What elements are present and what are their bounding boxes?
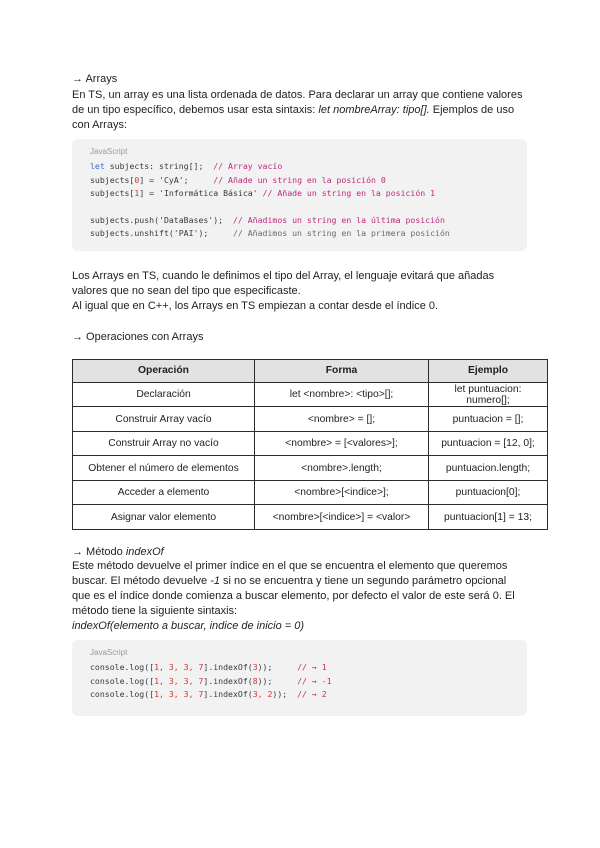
code-line	[90, 688, 513, 702]
table-row	[73, 407, 548, 432]
arrays-intro	[72, 88, 527, 133]
table-row	[73, 505, 548, 530]
indexof-desc-text: Este método devuelve el primer índice en el que se encuentra el elemento que queremos buscar. El método devuelve	[72, 559, 508, 587]
code-language-label: JavaScript	[90, 647, 128, 657]
code-number: 3	[252, 661, 258, 672]
code-text: subjects[	[90, 174, 135, 185]
table-cell: <nombre> = [<valores>];	[255, 431, 429, 456]
code-comment: // Array vacío	[213, 161, 283, 171]
code-line	[90, 187, 513, 201]
indexof-desc-text: si no se encuentra y tiene un segundo parámetro opcional que es el índice donde comienza a buscar elemento, por defecto el valor de este será 0. El método tiene la siguiente sintaxis:	[72, 574, 515, 617]
code-number: 1, 3, 3, 7	[154, 689, 204, 700]
code-number: 1, 3, 3, 7	[154, 675, 204, 686]
code-text: console.log([	[90, 675, 155, 686]
code-line	[90, 174, 513, 188]
operations-heading: → Operaciones con Arrays	[72, 330, 204, 343]
code-text: subjects: string[];	[104, 161, 214, 171]
table-cell: let <nombre>: <tipo>[];	[255, 382, 429, 407]
code-comment: // → -1	[297, 675, 332, 686]
table-cell: let puntuacion: numero[];	[429, 382, 548, 407]
code-line	[90, 160, 513, 174]
code-text: ] = 'CyA';	[139, 174, 214, 185]
code-comment: // Añadimos un string en la primera posición	[232, 228, 450, 239]
code-text: subjects[	[90, 188, 135, 199]
code-text: ].indexOf(	[203, 675, 253, 686]
table-cell: <nombre>[<indice>] = <valor>	[255, 505, 429, 530]
code-text: ] = 'Informática Básica'	[139, 188, 263, 199]
indexof-desc-neg: -1	[210, 574, 220, 587]
table-row	[73, 382, 548, 407]
indexof-description	[72, 559, 527, 619]
arrays-intro-suffix: Ejemplos de uso con Arrays:	[72, 104, 515, 131]
column-header: Forma	[255, 359, 429, 382]
indexof-heading-prefix: → Método	[72, 545, 126, 558]
table-cell: Construir Array vacío	[73, 407, 255, 432]
column-header: Ejemplo	[429, 359, 548, 382]
code-text: console.log([	[90, 689, 155, 700]
table-cell: <nombre> = [];	[255, 407, 429, 432]
table-header-row	[73, 359, 548, 382]
table-cell: puntuacion[0];	[429, 480, 548, 505]
arrays-intro-text: En TS, un array es una lista ordenada de datos. Para declarar un array que contiene valores de un tipo específico, debemos usar esta sintaxis:	[72, 89, 523, 116]
code-text: subjects.unshift('PAI');	[90, 228, 233, 239]
code-comment: // → 2	[297, 689, 327, 700]
code-line	[90, 675, 513, 689]
table-row	[73, 456, 548, 481]
code-comment: // Añade un string en la posición 1	[262, 188, 436, 199]
table-cell: puntuacion = [];	[429, 407, 548, 432]
code-spacer	[90, 201, 513, 214]
table-cell: Construir Array no vacío	[73, 431, 255, 456]
indexof-code-block[interactable]	[72, 640, 527, 716]
code-text: ].indexOf(	[203, 661, 253, 672]
table-cell: Declaración	[73, 382, 255, 407]
code-keyword: let	[90, 161, 105, 171]
column-header: Operación	[73, 359, 255, 382]
code-language-label: JavaScript	[90, 147, 128, 156]
indexof-syntax	[72, 619, 527, 634]
code-number: 8	[252, 675, 258, 686]
table-cell: <nombre>.length;	[255, 456, 429, 481]
code-text: subjects.push('DataBases');	[90, 214, 233, 225]
table-row	[73, 480, 548, 505]
table-cell: puntuacion = [12, 0];	[429, 431, 548, 456]
indexof-syntax-text: indexOf(elemento a buscar, indice de inicio = 0)	[72, 619, 305, 632]
code-line	[90, 214, 513, 228]
arrays-code-block[interactable]	[72, 139, 527, 251]
table-row	[73, 431, 548, 456]
table-cell: Obtener el número de elementos	[73, 456, 255, 481]
code-number: 0	[134, 174, 140, 185]
code-text: ));	[272, 689, 298, 700]
code-number: 1, 3, 3, 7	[154, 661, 204, 672]
indexof-heading-method: indexOf	[125, 545, 164, 558]
code-line	[90, 227, 513, 241]
arrays-intro-syntax: let nombreArray: tipo[].	[318, 104, 430, 116]
code-comment: // Añade un string en la posición 0	[213, 174, 386, 185]
code-comment: // → 1	[297, 661, 327, 672]
table-cell: <nombre>[<indice>];	[255, 480, 429, 505]
table-cell: puntuacion[1] = 13;	[429, 505, 548, 530]
table-cell: Acceder a elemento	[73, 480, 255, 505]
table-cell: Asignar valor elemento	[73, 505, 255, 530]
arrays-index-note: Al igual que en C++, los Arrays en TS empiezan a contar desde el índice 0.	[72, 299, 439, 312]
operations-table	[72, 359, 548, 530]
code-text: ));	[257, 675, 298, 686]
document-page	[72, 72, 535, 716]
indexof-heading	[72, 545, 527, 559]
code-number: 3, 2	[252, 689, 273, 700]
code-number: 1	[134, 188, 140, 199]
code-text: console.log([	[90, 661, 155, 672]
code-comment: // Añadimos un string en la última posición	[232, 214, 445, 225]
code-text: ));	[257, 661, 298, 672]
arrays-heading: → Arrays	[72, 73, 118, 85]
code-text: ].indexOf(	[203, 689, 253, 700]
code-line	[90, 661, 513, 675]
table-cell: puntuacion.length;	[429, 456, 548, 481]
arrays-typing-note: Los Arrays en TS, cuando le definimos el tipo del Array, el lenguaje evitará que añadas valores que no sean del tipo que especificaste.	[72, 269, 495, 297]
